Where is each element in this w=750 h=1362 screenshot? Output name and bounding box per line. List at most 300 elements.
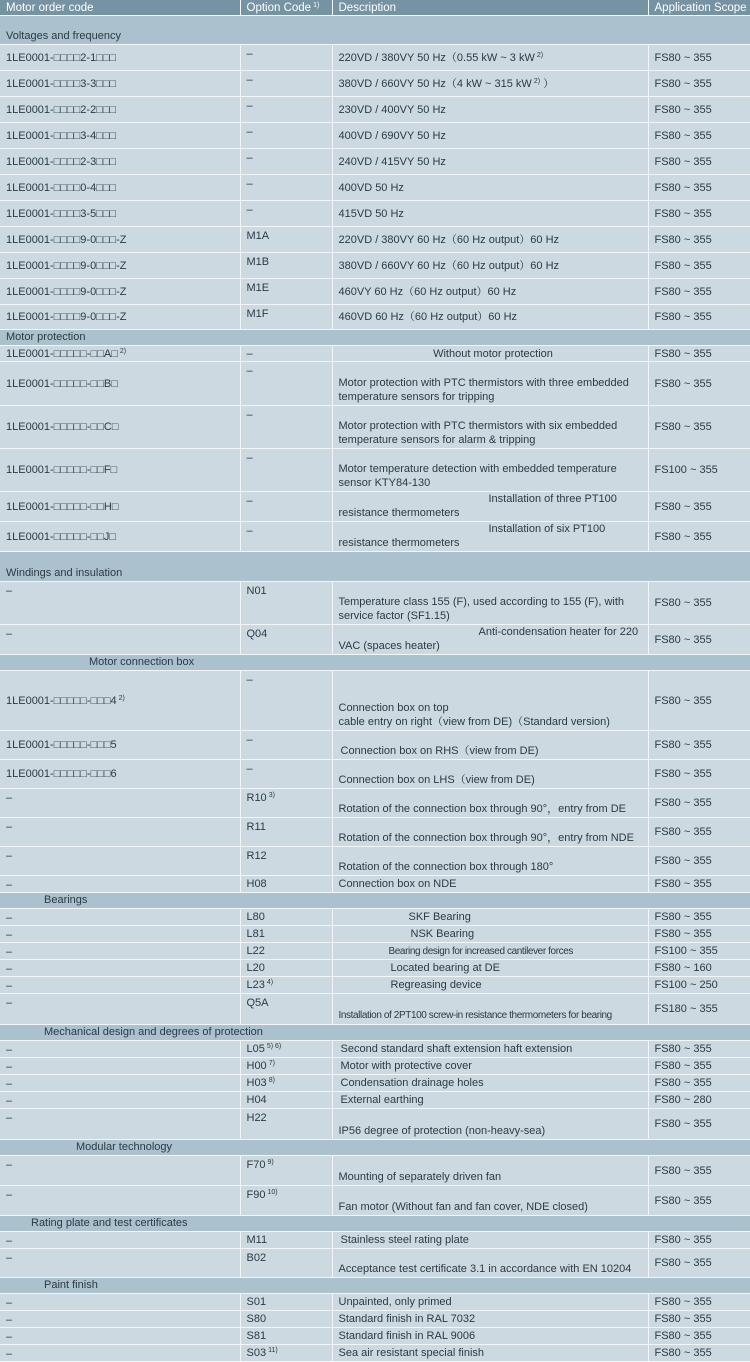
description bbox=[332, 123, 648, 149]
application-scope: FS80 ~ 355 bbox=[648, 847, 750, 876]
description-text: Motor with protective cover bbox=[340, 1060, 472, 1072]
motor-order-code bbox=[0, 1075, 240, 1092]
table-row bbox=[0, 1249, 750, 1278]
option-code bbox=[240, 1109, 332, 1140]
option-code bbox=[240, 201, 332, 227]
table-row bbox=[0, 625, 750, 655]
option-code bbox=[240, 449, 332, 492]
application-scope: FS80 ~ 355 bbox=[648, 279, 750, 305]
option-code bbox=[240, 175, 332, 201]
option-code-text: M11 bbox=[246, 1234, 268, 1246]
description bbox=[332, 71, 648, 97]
option-code-text: – bbox=[246, 178, 253, 190]
option-code-text: F70 bbox=[246, 1159, 266, 1171]
motor-order-code bbox=[0, 1058, 240, 1075]
option-code-text: S81 bbox=[246, 1330, 267, 1342]
table-row bbox=[0, 1294, 750, 1311]
table-row bbox=[0, 522, 750, 552]
motor-order-code bbox=[0, 449, 240, 492]
motor-order-code bbox=[0, 943, 240, 960]
description-text: Unpainted, only primed bbox=[338, 1296, 452, 1308]
option-code bbox=[240, 671, 332, 731]
section-row bbox=[0, 330, 750, 346]
motor-order-code bbox=[0, 876, 240, 893]
application-scope: FS80 ~ 160 bbox=[648, 960, 750, 977]
table-row bbox=[0, 149, 750, 175]
description-text: Rotation of the connection box through 90°，entry from NDE bbox=[338, 832, 634, 844]
option-code-text: L23 bbox=[246, 979, 265, 991]
motor-order-code-text: – bbox=[6, 585, 13, 597]
application-scope: FS80 ~ 355 bbox=[648, 123, 750, 149]
description bbox=[332, 1311, 648, 1328]
description-text: 460VD 60 Hz（60 Hz output）60 Hz bbox=[338, 311, 518, 323]
motor-order-code bbox=[0, 960, 240, 977]
section-row bbox=[0, 655, 750, 671]
option-code bbox=[240, 253, 332, 279]
motor-order-code bbox=[0, 909, 240, 926]
table-row bbox=[0, 1156, 750, 1186]
application-scope: FS80 ~ 355 bbox=[648, 71, 750, 97]
motor-order-code-text: – bbox=[6, 1348, 13, 1360]
motor-order-code bbox=[0, 362, 240, 406]
option-code-text: – bbox=[246, 347, 253, 360]
motor-order-code-text: – bbox=[6, 1252, 13, 1264]
option-code bbox=[240, 731, 332, 760]
motor-order-code-text: – bbox=[6, 1044, 13, 1056]
description bbox=[332, 1109, 648, 1140]
application-scope: FS80 ~ 355 bbox=[648, 149, 750, 175]
application-scope: FS80 ~ 355 bbox=[648, 1232, 750, 1249]
application-scope: FS80 ~ 355 bbox=[648, 789, 750, 818]
table-header bbox=[0, 0, 750, 16]
footnote-ref: 10) bbox=[267, 1189, 278, 1196]
application-scope: FS80 ~ 355 bbox=[648, 1041, 750, 1058]
description bbox=[332, 731, 648, 760]
option-code-text: – bbox=[246, 152, 253, 164]
option-code-text: N01 bbox=[246, 585, 267, 597]
section-row bbox=[0, 16, 750, 45]
motor-order-code-text: 1LE0001-□□□□3-4□□□ bbox=[6, 129, 117, 142]
motor-order-code bbox=[0, 97, 240, 123]
description bbox=[332, 1328, 648, 1345]
description bbox=[332, 847, 648, 876]
description-text: NSK Bearing bbox=[410, 928, 475, 940]
description bbox=[332, 943, 648, 960]
application-scope: FS80 ~ 355 bbox=[648, 227, 750, 253]
application-scope: FS80 ~ 355 bbox=[648, 818, 750, 847]
description bbox=[332, 305, 648, 330]
description-text: Installation of six PT100 resistance thermometers bbox=[338, 523, 606, 549]
application-scope: FS80 ~ 355 bbox=[648, 671, 750, 731]
motor-order-code-text: – bbox=[6, 997, 13, 1009]
table-row bbox=[0, 818, 750, 847]
option-code bbox=[240, 279, 332, 305]
description bbox=[332, 279, 648, 305]
description bbox=[332, 789, 648, 818]
table-row bbox=[0, 71, 750, 97]
motor-order-code bbox=[0, 926, 240, 943]
description bbox=[332, 97, 648, 123]
description-text: Second standard shaft extension haft extension bbox=[340, 1043, 573, 1055]
description-text: Bearing design for increased cantilever forces bbox=[388, 945, 573, 957]
motor-order-code bbox=[0, 305, 240, 330]
option-code bbox=[240, 818, 332, 847]
motor-order-code bbox=[0, 149, 240, 175]
option-code-text: L80 bbox=[246, 911, 265, 923]
option-code bbox=[240, 45, 332, 71]
application-scope: FS80 ~ 355 bbox=[648, 909, 750, 926]
option-code bbox=[240, 1294, 332, 1311]
description-text: Mounting of separately driven fan bbox=[338, 1171, 502, 1183]
motor-order-code bbox=[0, 625, 240, 655]
option-code bbox=[240, 362, 332, 406]
table-row bbox=[0, 1328, 750, 1345]
table-row bbox=[0, 1041, 750, 1058]
application-scope: FS80 ~ 355 bbox=[648, 201, 750, 227]
motor-order-code bbox=[0, 1328, 240, 1345]
description bbox=[332, 1249, 648, 1278]
option-code bbox=[240, 1186, 332, 1216]
application-scope: FS100 ~ 355 bbox=[648, 449, 750, 492]
footnote-ref: 2) bbox=[118, 694, 125, 702]
footnote-ref: 2) bbox=[119, 347, 127, 355]
option-code-text: L20 bbox=[246, 962, 265, 974]
option-code bbox=[240, 625, 332, 655]
motor-order-code-text: 1LE0001-□□□□□-□□A□ bbox=[6, 347, 118, 360]
table-row bbox=[0, 227, 750, 253]
description-text: Motor protection with PTC thermistors with three embedded temperature sensors for tripping bbox=[338, 377, 629, 403]
table-row bbox=[0, 1075, 750, 1092]
description bbox=[332, 1058, 648, 1075]
table-row bbox=[0, 201, 750, 227]
section-title: Motor protection bbox=[0, 330, 750, 346]
table-row bbox=[0, 731, 750, 760]
description bbox=[332, 449, 648, 492]
table-row bbox=[0, 789, 750, 818]
application-scope: FS80 ~ 355 bbox=[648, 1058, 750, 1075]
motor-order-code-text: 1LE0001-□□□□□-□□B□ bbox=[6, 377, 118, 390]
option-code bbox=[240, 847, 332, 876]
application-scope: FS80 ~ 355 bbox=[648, 362, 750, 406]
motor-order-code-text: – bbox=[6, 1095, 13, 1107]
description bbox=[332, 582, 648, 625]
motor-order-code-text: – bbox=[6, 628, 13, 640]
table-row bbox=[0, 876, 750, 893]
option-code-text: M1F bbox=[246, 308, 269, 320]
motor-order-code bbox=[0, 671, 240, 731]
option-code-text: S80 bbox=[246, 1313, 267, 1325]
motor-order-code-text: – bbox=[6, 929, 13, 941]
table-row bbox=[0, 671, 750, 731]
section-title: Voltages and frequency bbox=[0, 16, 750, 45]
footnote-ref: 1) bbox=[313, 1, 320, 9]
description bbox=[332, 227, 648, 253]
application-scope: FS80 ~ 355 bbox=[648, 1294, 750, 1311]
motor-order-code bbox=[0, 1311, 240, 1328]
option-code bbox=[240, 582, 332, 625]
header-application-scope: Application Scope bbox=[648, 0, 750, 16]
description-text: 460VY 60 Hz（60 Hz output）60 Hz bbox=[338, 285, 517, 298]
motor-order-code bbox=[0, 492, 240, 522]
motor-order-code bbox=[0, 847, 240, 876]
section-title: Windings and insulation bbox=[0, 552, 750, 582]
motor-order-code bbox=[0, 1345, 240, 1362]
option-code-text: – bbox=[246, 48, 253, 60]
table-row bbox=[0, 909, 750, 926]
description bbox=[332, 1186, 648, 1216]
application-scope: FS80 ~ 355 bbox=[648, 1109, 750, 1140]
description-text: 230VD / 400VY 50 Hz bbox=[338, 103, 446, 116]
table-row bbox=[0, 1092, 750, 1109]
option-code-text: S01 bbox=[246, 1296, 267, 1308]
motor-order-code bbox=[0, 522, 240, 552]
footnote-ref: 9) bbox=[267, 1159, 274, 1166]
description-text: 415VD 50 Hz bbox=[338, 207, 404, 220]
option-code-text: L81 bbox=[246, 928, 265, 940]
header-option-code bbox=[240, 0, 332, 16]
table-row bbox=[0, 123, 750, 149]
application-scope: FS80 ~ 355 bbox=[648, 625, 750, 655]
option-code-text: H03 bbox=[246, 1077, 267, 1089]
section-title: Paint finish bbox=[0, 1278, 750, 1294]
application-scope: FS80 ~ 355 bbox=[648, 926, 750, 943]
table-row bbox=[0, 582, 750, 625]
motor-order-code-text: 1LE0001-□□□□9-0□□□-Z bbox=[6, 259, 127, 272]
description bbox=[332, 760, 648, 789]
option-code-text: L05 bbox=[246, 1043, 265, 1055]
option-code bbox=[240, 926, 332, 943]
option-code bbox=[240, 97, 332, 123]
option-code bbox=[240, 876, 332, 893]
table-row bbox=[0, 943, 750, 960]
description bbox=[332, 1041, 648, 1058]
description-text: Connection box on RHS（view from DE) bbox=[340, 745, 539, 757]
table-row bbox=[0, 305, 750, 330]
option-code-text: R11 bbox=[246, 821, 266, 833]
motor-order-code bbox=[0, 977, 240, 994]
description-text: 240VD / 415VY 50 Hz bbox=[338, 155, 446, 168]
description bbox=[332, 1294, 648, 1311]
option-code-text: Q5A bbox=[246, 997, 269, 1009]
description-text: 380VD / 660VY 60 Hz（60 Hz output）60 Hz bbox=[338, 259, 560, 272]
description bbox=[332, 362, 648, 406]
description bbox=[332, 1075, 648, 1092]
motor-order-code-text: 1LE0001-□□□□3-5□□□ bbox=[6, 207, 117, 220]
application-scope: FS80 ~ 355 bbox=[648, 1345, 750, 1362]
application-scope: FS80 ~ 355 bbox=[648, 760, 750, 789]
motor-order-code-text: 1LE0001-□□□□□-□□F□ bbox=[6, 464, 118, 476]
application-scope: FS80 ~ 355 bbox=[648, 253, 750, 279]
application-scope: FS180 ~ 355 bbox=[648, 994, 750, 1025]
motor-order-code-text: – bbox=[6, 1061, 13, 1073]
description bbox=[332, 1232, 648, 1249]
option-code-text: – bbox=[246, 74, 253, 86]
motor-order-code bbox=[0, 1294, 240, 1311]
motor-order-code-text: 1LE0001-□□□□3-3□□□ bbox=[6, 77, 117, 90]
description bbox=[332, 909, 648, 926]
table-row bbox=[0, 97, 750, 123]
option-code-text: – bbox=[246, 525, 253, 537]
motor-order-code bbox=[0, 1186, 240, 1216]
motor-order-code-text: – bbox=[6, 1314, 13, 1326]
description bbox=[332, 818, 648, 847]
option-code-text: – bbox=[246, 409, 253, 421]
section-title: Mechanical design and degrees of protection bbox=[0, 1025, 750, 1041]
motor-order-code bbox=[0, 279, 240, 305]
table-row bbox=[0, 960, 750, 977]
motor-order-code bbox=[0, 731, 240, 760]
table-row bbox=[0, 279, 750, 305]
option-code bbox=[240, 227, 332, 253]
description-text: Rotation of the connection box through 90°，entry from DE bbox=[338, 803, 627, 815]
description bbox=[332, 926, 648, 943]
motor-order-code-text: – bbox=[6, 850, 13, 862]
option-code bbox=[240, 1345, 332, 1362]
description-text: Acceptance test certificate 3.1 in accordance with EN 10204 bbox=[338, 1263, 632, 1275]
description-text: Anti-condensation heater for 220 VAC (spaces heater) bbox=[338, 626, 639, 652]
application-scope: FS80 ~ 355 bbox=[648, 97, 750, 123]
option-code-text: S03 bbox=[246, 1347, 267, 1359]
description-text: Temperature class 155 (F), used according to 155 (F), with service factor (SF1.15) bbox=[338, 596, 625, 622]
motor-order-code-text: 1LE0001-□□□□□-□□□5 bbox=[6, 739, 117, 751]
motor-order-code-text: – bbox=[6, 1235, 13, 1247]
motor-order-code bbox=[0, 71, 240, 97]
description-text: 220VD / 380VY 60 Hz（60 Hz output）60 Hz bbox=[338, 233, 560, 246]
description bbox=[332, 960, 648, 977]
description-text: Standard finish in RAL 7032 bbox=[338, 1313, 476, 1325]
application-scope: FS80 ~ 355 bbox=[648, 1186, 750, 1216]
option-code-text: H22 bbox=[246, 1112, 267, 1124]
motor-order-code-text: – bbox=[6, 1189, 13, 1201]
description-text: 400VD 50 Hz bbox=[338, 181, 404, 194]
description-suffix: ） bbox=[540, 77, 555, 90]
description-text: External earthing bbox=[340, 1094, 424, 1106]
header-description: Description bbox=[332, 0, 648, 16]
description bbox=[332, 253, 648, 279]
motor-order-code-text: – bbox=[6, 792, 13, 804]
section-row bbox=[0, 552, 750, 582]
description bbox=[332, 492, 648, 522]
motor-order-code-text: 1LE0001-□□□□2-1□□□ bbox=[6, 51, 117, 64]
section-row bbox=[0, 1140, 750, 1156]
description-text: Motor temperature detection with embedded temperature sensor KTY84-130 bbox=[338, 463, 617, 489]
table-row bbox=[0, 847, 750, 876]
description-text: Installation of three PT100 resistance thermometers bbox=[338, 493, 617, 519]
option-code bbox=[240, 1156, 332, 1186]
option-code-text: – bbox=[246, 100, 253, 112]
option-code bbox=[240, 994, 332, 1025]
motor-order-code-text: 1LE0001-□□□□□-□□H□ bbox=[6, 500, 119, 513]
description bbox=[332, 625, 648, 655]
motor-order-code-text: – bbox=[6, 1331, 13, 1343]
section-row bbox=[0, 1278, 750, 1294]
option-code bbox=[240, 909, 332, 926]
description-text: Without motor protection bbox=[433, 347, 553, 360]
application-scope: FS80 ~ 355 bbox=[648, 492, 750, 522]
table-row bbox=[0, 1186, 750, 1216]
motor-order-code bbox=[0, 253, 240, 279]
option-code bbox=[240, 346, 332, 362]
section-row bbox=[0, 893, 750, 909]
option-code-text: B02 bbox=[246, 1252, 267, 1264]
motor-order-code-text: 1LE0001-□□□□9-0□□□-Z bbox=[6, 285, 127, 298]
option-code-text: – bbox=[246, 365, 253, 377]
description bbox=[332, 346, 648, 362]
option-code bbox=[240, 305, 332, 330]
motor-order-code-text: 1LE0001-□□□□□-□□□4 bbox=[6, 694, 117, 707]
motor-order-code bbox=[0, 1092, 240, 1109]
option-code-text: – bbox=[246, 204, 253, 216]
table-row bbox=[0, 760, 750, 789]
option-code-text: H04 bbox=[246, 1094, 267, 1106]
application-scope: FS80 ~ 355 bbox=[648, 406, 750, 449]
application-scope: FS100 ~ 250 bbox=[648, 977, 750, 994]
description-text: Sea air resistant special finish bbox=[338, 1347, 485, 1359]
description-text: Regreasing device bbox=[390, 979, 482, 991]
description bbox=[332, 994, 648, 1025]
description bbox=[332, 671, 648, 731]
option-code-text: R10 bbox=[246, 792, 267, 804]
application-scope: FS80 ~ 355 bbox=[648, 1075, 750, 1092]
motor-order-code bbox=[0, 582, 240, 625]
motor-order-code-text: – bbox=[6, 879, 13, 891]
motor-order-code-text: – bbox=[6, 1297, 13, 1309]
option-code bbox=[240, 960, 332, 977]
description bbox=[332, 45, 648, 71]
application-scope: FS80 ~ 355 bbox=[648, 1328, 750, 1345]
section-title: Modular technology bbox=[0, 1140, 750, 1156]
option-code bbox=[240, 1311, 332, 1328]
description-text: Stainless steel rating plate bbox=[340, 1234, 469, 1246]
motor-order-code-text: 1LE0001-□□□□2-3□□□ bbox=[6, 155, 117, 168]
option-code bbox=[240, 789, 332, 818]
option-code-text: – bbox=[246, 495, 253, 507]
description bbox=[332, 522, 648, 552]
option-code-text: – bbox=[246, 674, 253, 686]
option-code bbox=[240, 1232, 332, 1249]
motor-order-code bbox=[0, 175, 240, 201]
motor-order-code-text: – bbox=[6, 912, 13, 924]
motor-order-code bbox=[0, 994, 240, 1025]
footnote-ref: 7) bbox=[268, 1060, 275, 1067]
application-scope: FS80 ~ 355 bbox=[648, 876, 750, 893]
header-option-code-label: Option Code bbox=[246, 1, 312, 14]
footnote-ref: 8) bbox=[268, 1077, 275, 1084]
table-row bbox=[0, 45, 750, 71]
motor-order-code-text: 1LE0001-□□□□□-□□□6 bbox=[6, 768, 117, 780]
footnote-ref: 2) bbox=[536, 51, 544, 59]
motor-order-code-text: – bbox=[6, 980, 13, 992]
option-code-text: M1A bbox=[246, 230, 270, 242]
description bbox=[332, 149, 648, 175]
description-text: Installation of 2PT100 screw-in resistance thermometers for bearing bbox=[338, 1010, 612, 1021]
option-code-text: – bbox=[246, 763, 253, 775]
option-code bbox=[240, 492, 332, 522]
application-scope: FS80 ~ 355 bbox=[648, 1249, 750, 1278]
footnote-ref: 4) bbox=[266, 979, 274, 986]
application-scope: FS80 ~ 355 bbox=[648, 305, 750, 330]
application-scope: FS100 ~ 355 bbox=[648, 943, 750, 960]
option-code-text: – bbox=[246, 126, 253, 138]
table-row bbox=[0, 1311, 750, 1328]
motor-order-code-text: – bbox=[6, 946, 13, 958]
description bbox=[332, 406, 648, 449]
option-code bbox=[240, 760, 332, 789]
option-code-text: Q04 bbox=[246, 628, 268, 640]
option-code bbox=[240, 123, 332, 149]
application-scope: FS80 ~ 355 bbox=[648, 1311, 750, 1328]
footnote-ref: 5) 6) bbox=[266, 1043, 282, 1050]
